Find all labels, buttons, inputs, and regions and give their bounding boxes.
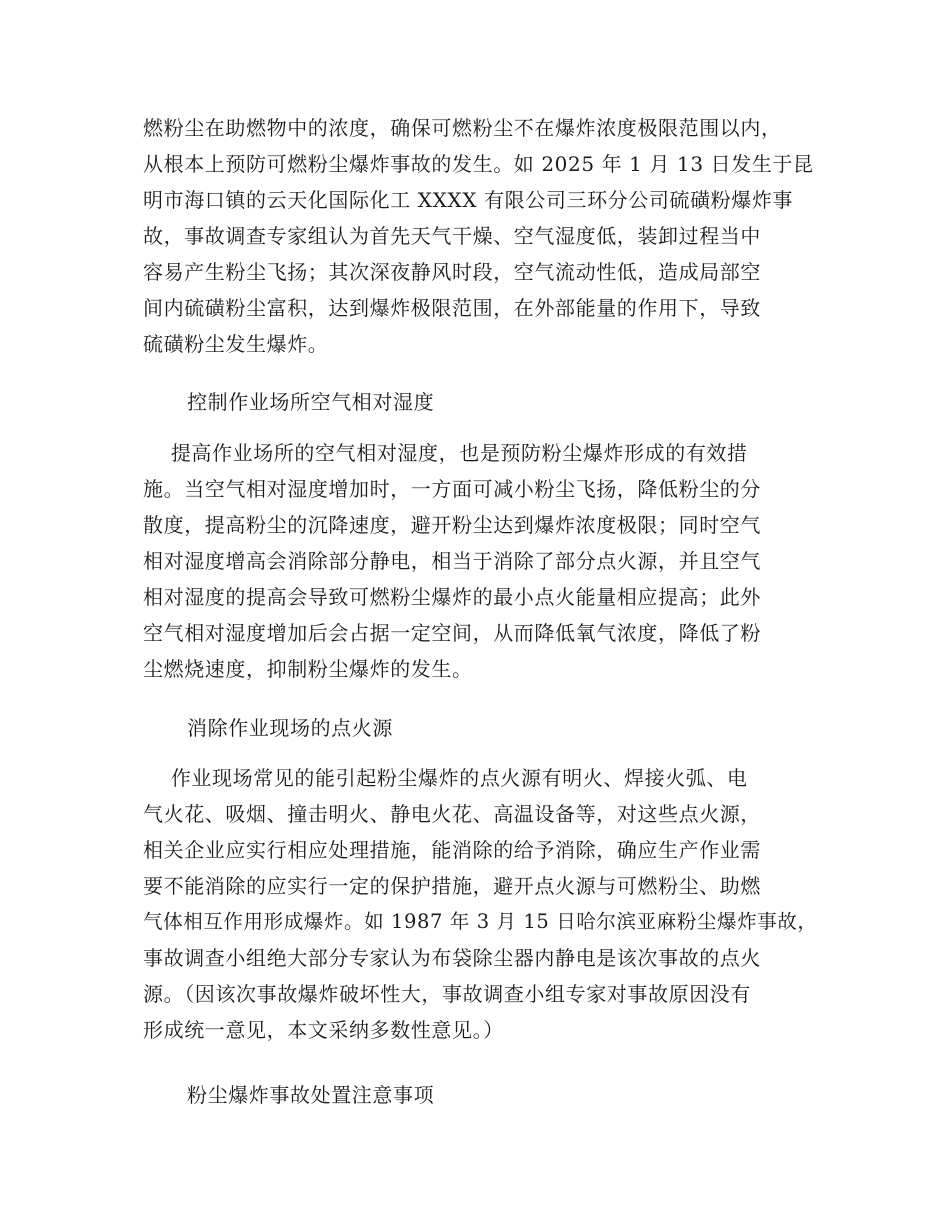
section-heading: 控制作业场所空气相对湿度 <box>187 390 435 414</box>
text-line: 事故调查小组绝大部分专家认为布袋除尘器内静电是该次事故的点火 <box>143 946 761 970</box>
text-line: 形成统一意见，本文采纳多数性意见。） <box>143 1018 504 1042</box>
text-line: 气体相互作用形成爆炸。如 1987 年 3 月 15 日哈尔滨亚麻粉尘爆炸事故， <box>143 910 818 933</box>
text-line: 相对湿度增高会消除部分静电，相当于消除了部分点火源，并且空气 <box>143 549 761 573</box>
text-line: 施。当空气相对湿度增加时，一方面可减小粉尘飞扬，降低粉尘的分 <box>143 477 761 501</box>
paragraph-ignition-sources <box>143 760 833 1048</box>
paragraph-ignition-concentration <box>143 110 833 362</box>
section-heading-dust-explosion-handling <box>143 1077 833 1113</box>
text-line: 容易产生粉尘飞扬；其次深夜静风时段，空气流动性低，造成局部空 <box>143 260 761 284</box>
text-line: 提高作业场所的空气相对湿度，也是预防粉尘爆炸形成的有效措 <box>143 441 748 465</box>
text-line: 故，事故调查专家组认为首先天气干燥、空气湿度低，装卸过程当中 <box>143 224 761 248</box>
section-heading: 粉尘爆炸事故处置注意事项 <box>187 1083 435 1107</box>
section-heading-ignition-sources <box>143 710 833 746</box>
text-line: 相对湿度的提高会导致可燃粉尘爆炸的最小点火能量相应提高；此外 <box>143 585 761 609</box>
text-line: 明市海口镇的云天化国际化工 XXXX 有限公司三环分公司硫磺粉爆炸事 <box>143 188 794 212</box>
paragraph-humidity <box>143 435 833 687</box>
text-line: 从根本上预防可燃粉尘爆炸事故的发生。如 2025 年 1 月 13 日发生于昆 <box>143 152 814 176</box>
text-line: 气火花、吸烟、撞击明火、静电火花、高温设备等，对这些点火源， <box>143 802 761 826</box>
text-line: 相关企业应实行相应处理措施，能消除的给予消除，确应生产作业需 <box>143 838 761 862</box>
text-line: 散度，提高粉尘的沉降速度，避开粉尘达到爆炸浓度极限；同时空气 <box>143 513 761 537</box>
text-line: 作业现场常见的能引起粉尘爆炸的点火源有明火、焊接火弧、电 <box>143 766 748 790</box>
text-line: 要不能消除的应实行一定的保护措施，避开点火源与可燃粉尘、助燃 <box>143 874 761 898</box>
section-heading-humidity <box>143 384 833 420</box>
text-line: 源。（因该次事故爆炸破坏性大，事故调查小组专家对事故原因没有 <box>143 982 751 1006</box>
text-line: 间内硫磺粉尘富积，达到爆炸极限范围，在外部能量的作用下，导致 <box>143 296 761 320</box>
text-line: 燃粉尘在助燃物中的浓度，确保可燃粉尘不在爆炸浓度极限范围以内， <box>143 116 782 140</box>
text-line: 硫磺粉尘发生爆炸。 <box>143 332 329 356</box>
section-heading: 消除作业现场的点火源 <box>187 716 393 740</box>
text-line: 空气相对湿度增加后会占据一定空间，从而降低氧气浓度，降低了粉 <box>143 621 761 645</box>
text-line: 尘燃烧速度，抑制粉尘爆炸的发生。 <box>143 657 473 681</box>
